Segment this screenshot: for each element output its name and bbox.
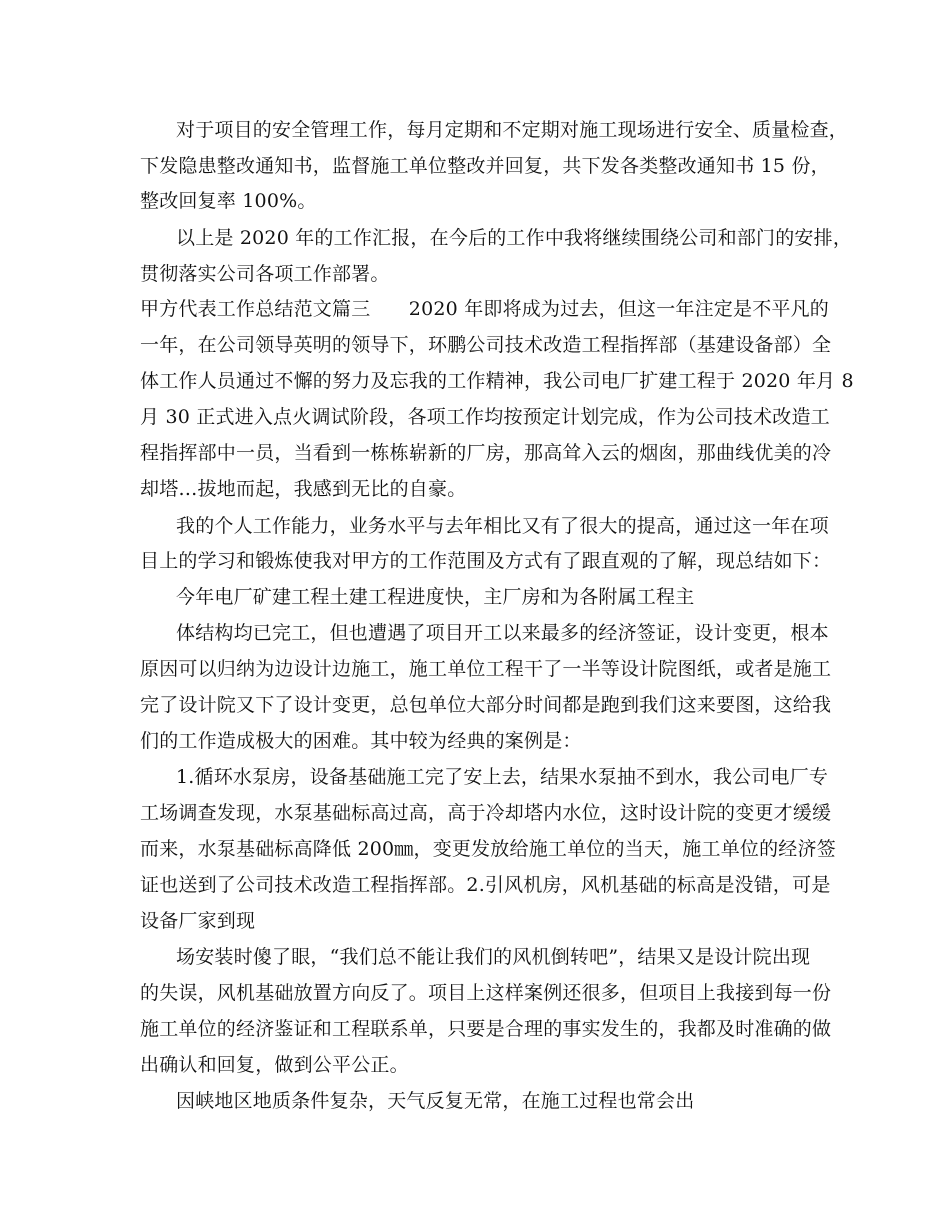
paragraph-line: 下发隐患整改通知书，监督施工单位整改并回复，共下发各类整改通知书 15 份， [140, 155, 830, 177]
paragraph-line: 体工作人员通过不懈的努力及忘我的工作精神，我公司电厂扩建工程于 2020 年月 8 [140, 370, 854, 392]
paragraph-line: 却塔…拔地而起，我感到无比的自豪。 [140, 478, 467, 500]
paragraph-line: 设备厂家到现 [140, 910, 256, 932]
paragraph-line: 今年电厂矿建工程土建工程进度快，主厂房和为各附属工程主 [176, 586, 695, 608]
paragraph-line: 整改回复率 100%。 [140, 190, 317, 212]
paragraph-line: 以上是 2020 年的工作汇报，在今后的工作中我将继续围绕公司和部门的安排， [176, 227, 853, 249]
paragraph-line: 们的工作造成极大的困难。其中较为经典的案例是： [140, 730, 582, 752]
paragraph-line: 的失误，风机基础放置方向反了。项目上这样案例还很多，但项目上我接到每一份 [140, 982, 832, 1004]
paragraph-line: 出确认和回复，做到公平公正。 [140, 1054, 409, 1076]
paragraph-line: 证也送到了公司技术改造工程指挥部。2.引风机房，风机基础的标高是没错，可是 [140, 874, 831, 896]
paragraph-line: 对于项目的安全管理工作，每月定期和不定期对施工现场进行安全、质量检查， [176, 119, 849, 141]
paragraph-line: 场安装时傻了眼，“我们总不能让我们的风机倒转吧”，结果又是设计院出现 [176, 946, 811, 968]
paragraph-line: 1.循环水泵房，设备基础施工完了安上去，结果水泵抽不到水，我公司电厂专 [176, 766, 829, 788]
paragraph-line: 我的个人工作能力，业务水平与去年相比又有了很大的提高，通过这一年在项 [176, 515, 829, 537]
paragraph-line: 月 30 正式进入点火调试阶段，各项工作均按预定计划完成，作为公司技术改造工 [140, 406, 830, 428]
paragraph-line: 而来，水泵基础标高降低 200㎜，变更发放给施工单位的当天，施工单位的经济签 [140, 838, 836, 860]
section-heading-line: 甲方代表工作总结范文篇三 2020 年即将成为过去，但这一年注定是不平凡的 [140, 298, 829, 320]
paragraph-line: 程指挥部中一员，当看到一栋栋崭新的厂房，那高耸入云的烟囱，那曲线优美的冷 [140, 442, 832, 464]
paragraph-line: 因峡地区地质条件复杂，天气反复无常，在施工过程也常会出 [176, 1090, 695, 1112]
paragraph-line: 目上的学习和锻炼使我对甲方的工作范围及方式有了跟直观的了解，现总结如下： [140, 550, 832, 572]
paragraph-line: 工场调查发现，水泵基础标高过高，高于冷却塔内水位，这时设计院的变更才缓缓 [140, 802, 832, 824]
paragraph-line: 贯彻落实公司各项工作部署。 [140, 263, 390, 285]
paragraph-line: 一年，在公司领导英明的领导下，环鹏公司技术改造工程指挥部（基建设备部）全 [140, 334, 832, 356]
paragraph-line: 体结构均已完工，但也遭遇了项目开工以来最多的经济签证，设计变更，根本 [176, 622, 829, 644]
paragraph-line: 施工单位的经济鉴证和工程联系单，只要是合理的事实发生的，我都及时准确的做 [140, 1018, 832, 1040]
paragraph-line: 原因可以归纳为边设计边施工，施工单位工程干了一半等设计院图纸，或者是施工 [140, 658, 832, 680]
paragraph-line: 完了设计院又下了设计变更，总包单位大部分时间都是跑到我们这来要图，这给我 [140, 694, 832, 716]
